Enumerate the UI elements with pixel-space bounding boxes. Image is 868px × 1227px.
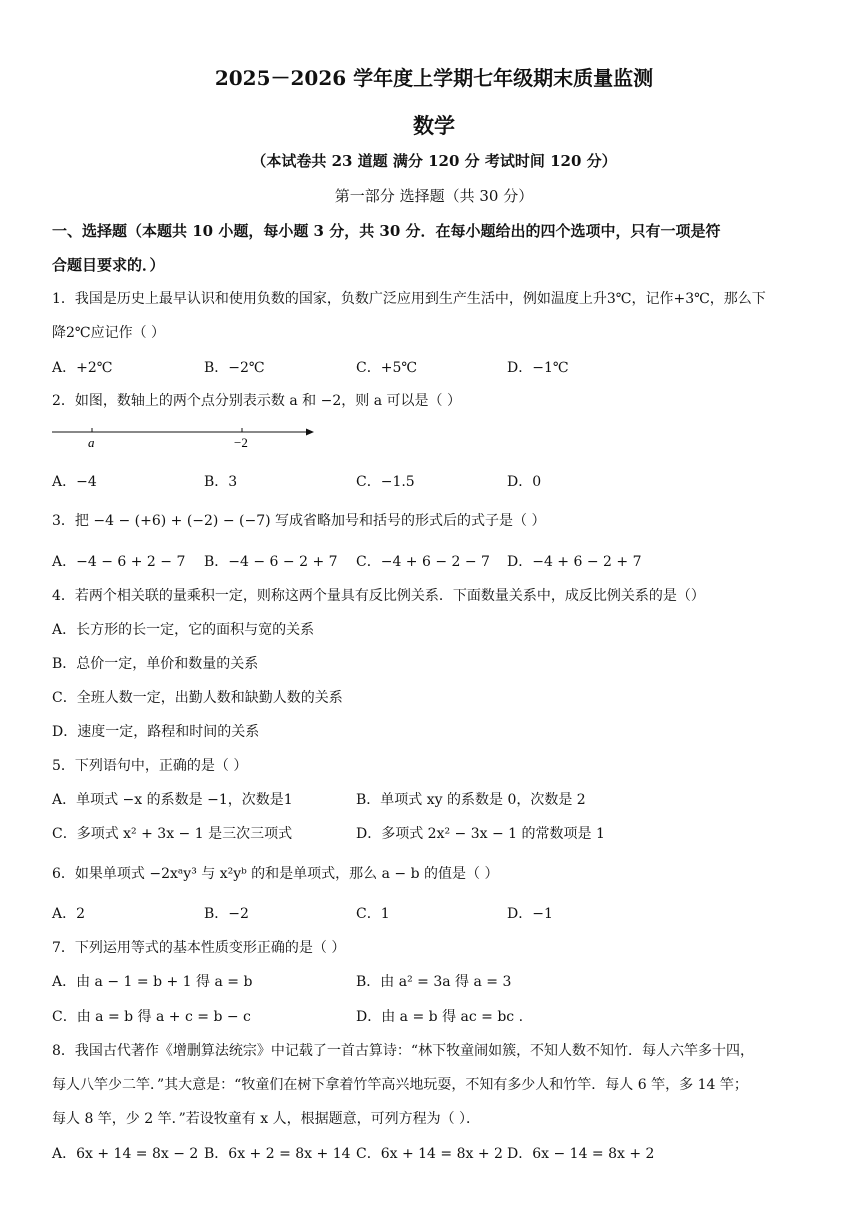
q2-option-c[interactable]: C．−1.5 bbox=[356, 474, 415, 490]
q2-option-a[interactable]: A．−4 bbox=[52, 474, 97, 490]
q6-stem: 6．如果单项式 −2xᵃy³ 与 x²yᵇ 的和是单项式，那么 a − b 的值是（ ） bbox=[52, 866, 499, 882]
number-line-arrow-icon bbox=[306, 429, 314, 436]
q2-option-b[interactable]: B．3 bbox=[204, 474, 238, 490]
q7-option-a[interactable]: A．由 a − 1 = b + 1 得 a = b bbox=[52, 974, 253, 990]
q3-stem: 3．把 −4 − (+6) + (−2) − (−7) 写成省略加号和括号的形式后的式子是（ ） bbox=[52, 513, 546, 529]
q7-option-b[interactable]: B．由 a² = 3a 得 a = 3 bbox=[356, 974, 512, 990]
q6-option-d[interactable]: D．−1 bbox=[507, 906, 553, 922]
q1-stem-line2: 降2℃应记作（ ） bbox=[52, 325, 166, 341]
exam-info: （本试卷共 23 道题 满分 120 分 考试时间 120 分） bbox=[251, 152, 617, 170]
q6-option-a[interactable]: A．2 bbox=[52, 906, 86, 922]
q3-option-a[interactable]: A．−4 − 6 + 2 − 7 bbox=[52, 554, 186, 570]
number-line-label-a: a bbox=[88, 435, 95, 450]
subject-title: 数学 bbox=[413, 113, 455, 138]
q4-option-b[interactable]: B．总价一定，单价和数量的关系 bbox=[52, 656, 259, 672]
q8-option-d[interactable]: D．6x − 14 = 8x + 2 bbox=[507, 1146, 655, 1162]
q3-option-d[interactable]: D．−4 + 6 − 2 + 7 bbox=[507, 554, 642, 570]
q4-option-d[interactable]: D．速度一定，路程和时间的关系 bbox=[52, 724, 260, 740]
q8-option-c[interactable]: C．6x + 14 = 8x + 2 bbox=[356, 1146, 503, 1162]
q6-option-b[interactable]: B．−2 bbox=[204, 906, 249, 922]
q7-option-c[interactable]: C．由 a = b 得 a + c = b − c bbox=[52, 1009, 251, 1025]
q5-stem: 5．下列语句中，正确的是（ ） bbox=[52, 758, 248, 774]
part-title: 第一部分 选择题（共 30 分） bbox=[334, 187, 534, 205]
q4-stem: 4．若两个相关联的量乘积一定，则称这两个量具有反比例关系．下面数量关系中，成反比例关系的是（） bbox=[52, 588, 705, 604]
q3-option-c[interactable]: C．−4 + 6 − 2 − 7 bbox=[356, 554, 490, 570]
q8-option-b[interactable]: B．6x + 2 = 8x + 14 bbox=[204, 1146, 351, 1162]
q8-stem-line3: 每人 8 竿，少 2 竿．”若设牧童有 x 人，根据题意，可列方程为（ ）． bbox=[52, 1111, 481, 1127]
section-heading-line1: 一、选择题（本题共 10 小题，每小题 3 分，共 30 分．在每小题给出的四个选项中，只有一项是符 bbox=[52, 222, 721, 240]
q1-option-a[interactable]: A．+2℃ bbox=[52, 360, 113, 376]
q1-option-c[interactable]: C．+5℃ bbox=[356, 360, 418, 376]
q8-option-a[interactable]: A．6x + 14 = 8x − 2 bbox=[52, 1146, 199, 1162]
q2-option-d[interactable]: D．0 bbox=[507, 474, 542, 490]
q1-option-d[interactable]: D．−1℃ bbox=[507, 360, 569, 376]
number-line-figure bbox=[52, 420, 322, 450]
section-heading-line2: 合题目要求的．） bbox=[52, 256, 165, 274]
number-line-label-minus-two: −2 bbox=[234, 435, 248, 450]
q4-option-a[interactable]: A．长方形的长一定，它的面积与宽的关系 bbox=[52, 622, 315, 638]
q5-option-a[interactable]: A．单项式 −x 的系数是 −1，次数是1 bbox=[52, 792, 293, 808]
q5-option-d[interactable]: D．多项式 2x² − 3x − 1 的常数项是 1 bbox=[356, 826, 605, 842]
exam-title: 2025－2026 学年度上学期七年级期末质量监测 bbox=[214, 66, 654, 90]
q7-stem: 7．下列运用等式的基本性质变形正确的是（ ） bbox=[52, 940, 346, 956]
q5-option-c[interactable]: C．多项式 x² + 3x − 1 是三次三项式 bbox=[52, 826, 293, 842]
q7-option-d[interactable]: D．由 a = b 得 ac = bc . bbox=[356, 1009, 524, 1025]
q1-stem-line1: 1．我国是历史上最早认识和使用负数的国家，负数广泛应用到生产生活中，例如温度上升3℃，记作+3℃，那么下 bbox=[52, 291, 766, 307]
q4-option-c[interactable]: C．全班人数一定，出勤人数和缺勤人数的关系 bbox=[52, 690, 343, 706]
q8-stem-line2: 每人八竿少二竿．”其大意是：“牧童们在树下拿着竹竿高兴地玩耍，不知有多少人和竹竿．每人 6 竿，多 14 竿； bbox=[52, 1077, 748, 1093]
q2-stem: 2．如图，数轴上的两个点分别表示数 a 和 −2，则 a 可以是（ ） bbox=[52, 393, 461, 409]
q8-stem-line1: 8．我国古代著作《增删算法统宗》中记载了一首古算诗：“林下牧童闹如簇，不知人数不知竹．每人六竿多十四， bbox=[52, 1043, 755, 1059]
q6-option-c[interactable]: C．1 bbox=[356, 906, 390, 922]
q5-option-b[interactable]: B．单项式 xy 的系数是 0，次数是 2 bbox=[356, 792, 586, 808]
q1-option-b[interactable]: B．−2℃ bbox=[204, 360, 265, 376]
q3-option-b[interactable]: B．−4 − 6 − 2 + 7 bbox=[204, 554, 338, 570]
